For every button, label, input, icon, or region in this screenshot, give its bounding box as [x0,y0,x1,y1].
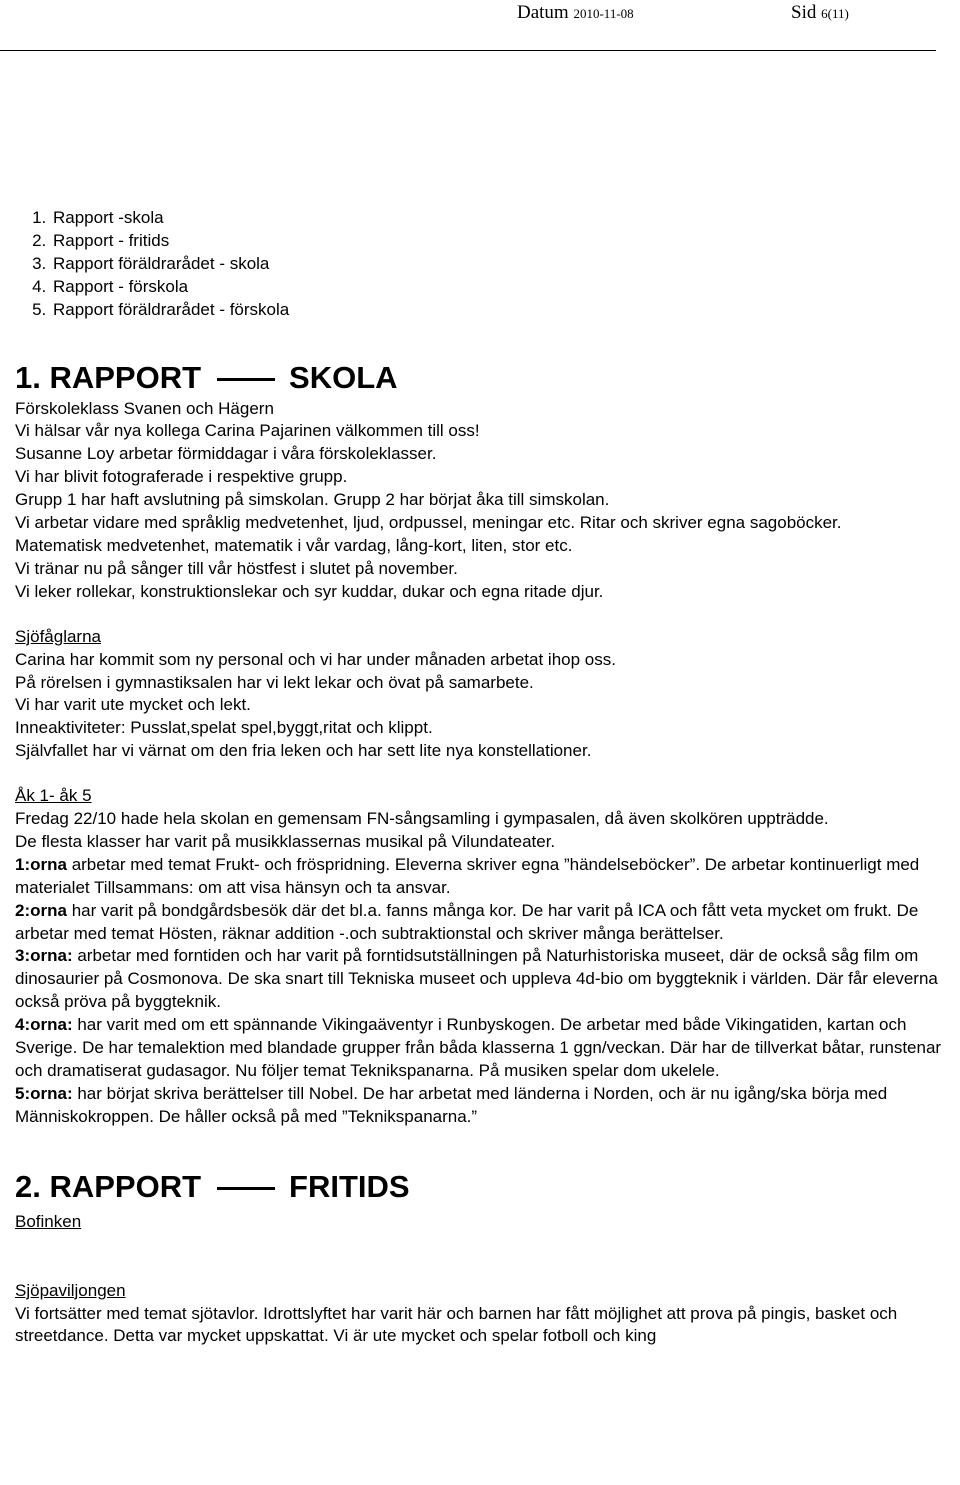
paragraph-line: Vi hälsar vår nya kollega Carina Pajarinen välkommen till oss! [15,421,480,441]
paragraph-line: Vi tränar nu på sånger till vår höstfest i slutet på november. [15,558,458,578]
page-value: 6(11) [821,6,849,21]
subsection-heading: Förskoleklass Svanen och Hägern [15,398,274,418]
paragraph-line: Vi arbetar vidare med språklig medvetenhet, ljud, ordpussel, meningar etc. Ritar och skriver egna sagoböcker. [15,513,842,533]
toc-item: 2. Rapport - fritids [51,230,957,253]
paragraph-line: Grupp 1 har haft avslutning på simskolan. Grupp 2 har börjat åka till simskolan. [15,490,610,510]
toc-item: 1. Rapport -skola [51,207,957,230]
paragraph-line: Vi leker rollekar, konstruktionslekar och syr kuddar, dukar och egna ritade djur. [15,581,604,601]
grade-paragraph [15,945,957,1014]
subsection-sjofaglarna [15,626,957,763]
grade-paragraph [15,1014,957,1083]
subsection-heading: Åk 1- åk 5 [15,786,92,806]
grade-paragraph [15,1083,957,1129]
heading-dash [217,378,275,381]
grade-label: 5:orna: [15,1083,73,1103]
subsection-heading: Sjöpaviljongen [15,1280,126,1300]
grade-text: har varit på bondgårdsbesök där det bl.a. fanns många kor. De har varit på ICA och fått veta mycket om frukt. De arbetar med temat Hösten, räknar addition -.och subtraktionstal och skriver många berättelser. [15,900,919,943]
subsection-ak1-ak5 [15,785,957,1129]
subsection-heading: Sjöfåglarna [15,626,102,646]
paragraph-line: De flesta klasser har varit på musikklassernas musikal på Vilundateater. [15,831,556,851]
paragraph-line: Vi har varit ute mycket och lekt. [15,695,251,715]
section-title: SKOLA [289,359,398,395]
subsection-forskoleklass [15,398,957,604]
grade-paragraph [15,854,957,900]
subsection-sjopaviljongen [15,1280,957,1349]
heading-dash [217,1187,275,1190]
header-rule [0,50,936,51]
document-body [15,207,957,1348]
section-heading-skola [15,358,957,398]
section-number-title: 1. RAPPORT [15,359,202,395]
paragraph-line: Fredag 22/10 hade hela skolan en gemensam FN-sångsamling i gympasalen, då även skolkören uppträdde. [15,809,829,829]
section-title: FRITIDS [289,1168,410,1204]
grade-text: har varit med om ett spännande Vikingaäventyr i Runbyskogen. De arbetar med både Vikingatiden, kartan och Sverige. De har temalektion med blandade grupper från båda klasserna 1 ggn/veckan. Där har de tillverkat båtar, runstenar och dramatiserat gudasagor. Nu följer temat Teknikspanarna. På musiken spelar dom ukelele. [15,1015,942,1080]
toc-item: 5. Rapport föräldrarådet - förskola [51,299,957,322]
section-heading-fritids [15,1167,957,1207]
grade-text: arbetar med temat Frukt- och fröspridning. Eleverna skriver egna ”händelseböcker”. De arbetar kontinuerligt med materialet Tillsammans: om att visa hänsyn och ta ansvar. [15,854,920,897]
paragraph-line: Inneaktiviteter: Pusslat,spelat spel,byggt,ritat och klippt. [15,718,433,738]
toc-item: 3. Rapport föräldrarådet - skola [51,253,957,276]
header-date [517,2,634,24]
grade-text: har börjat skriva berättelser till Nobel. De har arbetat med länderna i Norden, och är nu igång/ska börja med Människokroppen. De håller också på med ”Teknikspanarna.” [15,1083,888,1126]
paragraph-line: Vi fortsätter med temat sjötavlor. Idrottslyftet har varit här och barnen har fått möjlighet att prova på pingis, basket och streetdance. Detta var mycket uppskattat. Vi är ute mycket och spelar fotboll och king [15,1303,898,1346]
grade-text: arbetar med forntiden och har varit på forntidsutställningen på Naturhistoriska museet, där de också såg film om dinosaurier på Cosmonova. De ska snart till Tekniska museet och uppleva 4d-bio om byggteknik i världen. Där får eleverna också pröva på byggteknik. [15,946,938,1012]
paragraph-line: På rörelsen i gymnastiksalen har vi lekt lekar och övat på samarbete. [15,672,534,692]
paragraph-line: Susanne Loy arbetar förmiddagar i våra förskoleklasser. [15,444,437,464]
header-page-number [791,2,849,24]
date-value: 2010-11-08 [573,6,634,21]
toc-item: 4. Rapport - förskola [51,276,957,299]
grade-paragraph [15,900,957,946]
grade-label: 4:orna: [15,1015,73,1035]
paragraph-line: Matematisk medvetenhet, matematik i vår vardag, lång-kort, liten, stor etc. [15,535,573,555]
date-label: Datum [517,2,574,23]
page-label: Sid [791,2,822,23]
subsection-bofinken [15,1211,957,1234]
grade-label: 1:orna [15,854,67,874]
grade-label: 2:orna [15,900,67,920]
section-number-title: 2. RAPPORT [15,1168,202,1204]
paragraph-line: Självfallet har vi värnat om den fria leken och har sett lite nya konstellationer. [15,741,592,761]
paragraph-line: Vi har blivit fotograferade i respektive grupp. [15,467,348,487]
page-header [0,0,960,52]
subsection-heading: Bofinken [15,1211,82,1231]
table-of-contents [15,207,957,322]
paragraph-line: Carina har kommit som ny personal och vi har under månaden arbetat ihop oss. [15,649,616,669]
grade-label: 3:orna: [15,946,73,966]
